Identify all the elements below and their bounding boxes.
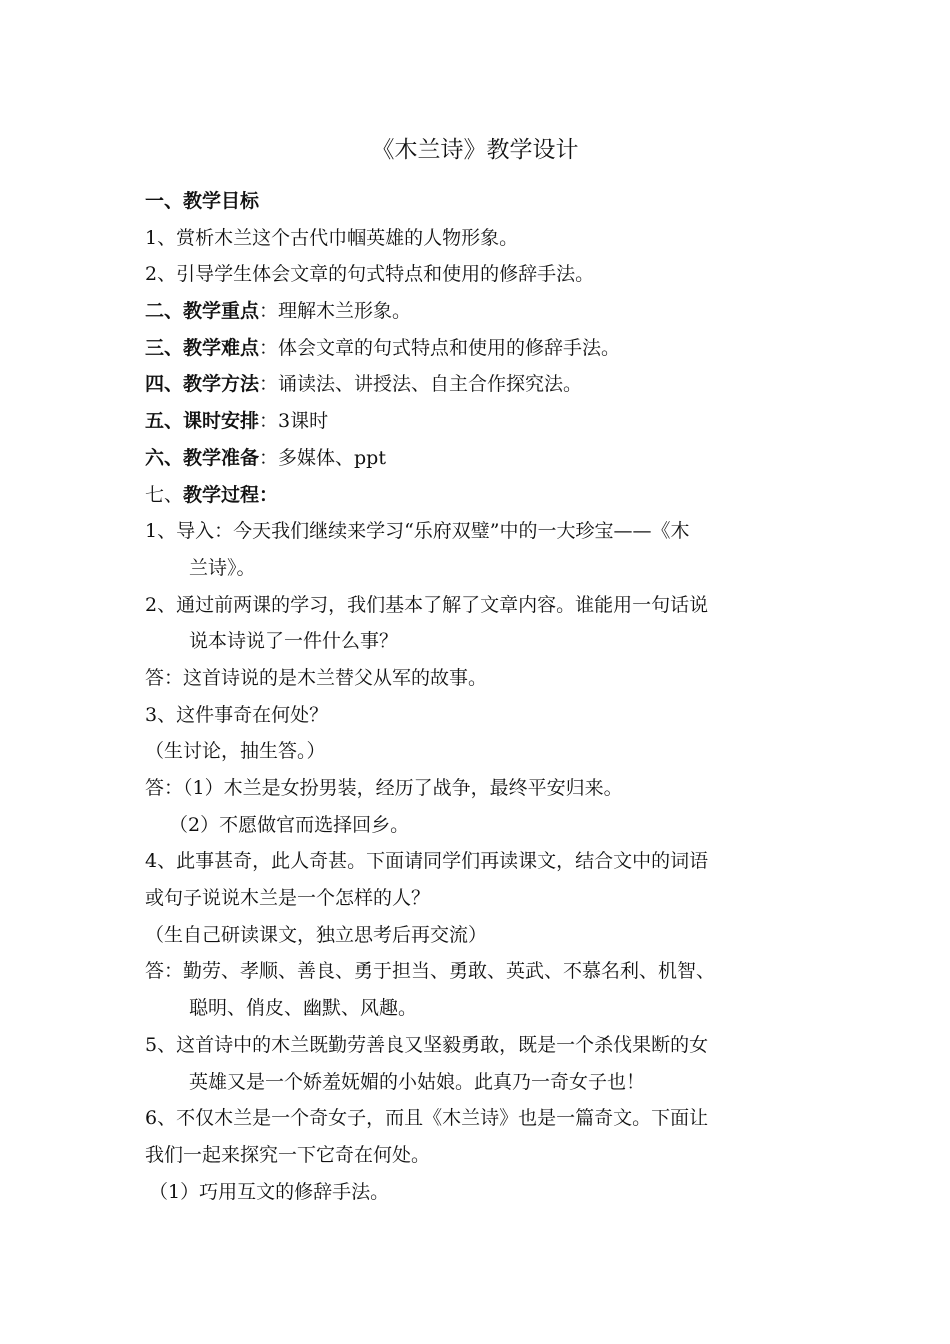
step-1-line-2: 兰诗》。 bbox=[189, 556, 256, 579]
difficulty-label: 三、教学难点 bbox=[145, 336, 260, 359]
answer-3-line-1: 答：（1）木兰是女扮男装，经历了战争，最终平安归来。 bbox=[145, 777, 623, 799]
note-3: （生讨论，抽生答。） bbox=[145, 740, 326, 763]
difficulty-row bbox=[145, 330, 825, 367]
process-label: 教学过程： bbox=[183, 483, 279, 506]
prep-label: 六、教学准备 bbox=[145, 446, 260, 469]
schedule-row bbox=[145, 403, 825, 440]
step-6-line-1: 6、不仅木兰是一个奇女子，而且《木兰诗》也是一篇奇文。下面让 bbox=[145, 1107, 709, 1130]
goal-item-2: 2、引导学生体会文章的句式特点和使用的修辞手法。 bbox=[145, 263, 595, 286]
step-6-line-2: 我们一起来探究一下它奇在何处。 bbox=[145, 1143, 431, 1166]
document-body bbox=[145, 183, 825, 1210]
step-5-line-1: 5、这首诗中的木兰既勤劳善良又坚毅勇敢，既是一个杀伐果断的女 bbox=[145, 1033, 709, 1056]
step-2-line-2: 说本诗说了一件什么事？ bbox=[189, 630, 399, 653]
document-title: 《木兰诗》教学设计 bbox=[371, 137, 579, 163]
goal-item-1: 1、赏析木兰这个古代巾帼英雄的人物形象。 bbox=[145, 226, 519, 249]
answer-4-line-2: 聪明、俏皮、幽默、风趣。 bbox=[189, 997, 418, 1020]
goals-heading: 一、教学目标 bbox=[145, 190, 260, 212]
step-6-sub-1: （1）巧用互文的修辞手法。 bbox=[149, 1180, 390, 1203]
schedule-value: ：3课时 bbox=[259, 410, 329, 433]
answer-2: 答：这首诗说的是木兰替父从军的故事。 bbox=[145, 666, 488, 689]
process-heading bbox=[145, 477, 825, 514]
process-prefix: 七、 bbox=[145, 483, 184, 506]
difficulty-value: ：体会文章的句式特点和使用的修辞手法。 bbox=[259, 336, 621, 359]
step-5-line-2: 英雄又是一个娇羞妩媚的小姑娘。此真乃一奇女子也！ bbox=[189, 1070, 646, 1093]
prep-value: ：多媒体、ppt bbox=[259, 446, 386, 469]
method-value: ：诵读法、讲授法、自主合作探究法。 bbox=[259, 373, 583, 396]
key-point-row bbox=[145, 293, 825, 330]
step-2-line-1: 2、通过前两课的学习，我们基本了解了文章内容。谁能用一句话说 bbox=[145, 593, 709, 616]
note-4: （生自己研读课文，独立思考后再交流） bbox=[145, 923, 488, 946]
key-point-value: ：理解木兰形象。 bbox=[259, 300, 412, 323]
key-point-label: 二、教学重点 bbox=[145, 300, 260, 323]
method-row bbox=[145, 366, 825, 403]
method-label: 四、教学方法 bbox=[145, 373, 260, 396]
answer-3-line-2: （2）不愿做官而选择回乡。 bbox=[169, 813, 410, 836]
schedule-label: 五、课时安排 bbox=[145, 410, 260, 433]
step-4-line-2: 或句子说说木兰是一个怎样的人？ bbox=[145, 887, 431, 910]
step-3: 3、这件事奇在何处？ bbox=[145, 703, 329, 726]
step-4-line-1: 4、此事甚奇，此人奇甚。下面请同学们再读课文，结合文中的词语 bbox=[145, 850, 709, 873]
answer-4-line-1: 答：勤劳、孝顺、善良、勇于担当、勇敢、英武、不慕名利、机智、 bbox=[145, 960, 716, 983]
prep-row bbox=[145, 440, 825, 477]
step-1-line-1: 1、导入：今天我们继续来学习“乐府双璧”中的一大珍宝——《木 bbox=[145, 520, 690, 543]
